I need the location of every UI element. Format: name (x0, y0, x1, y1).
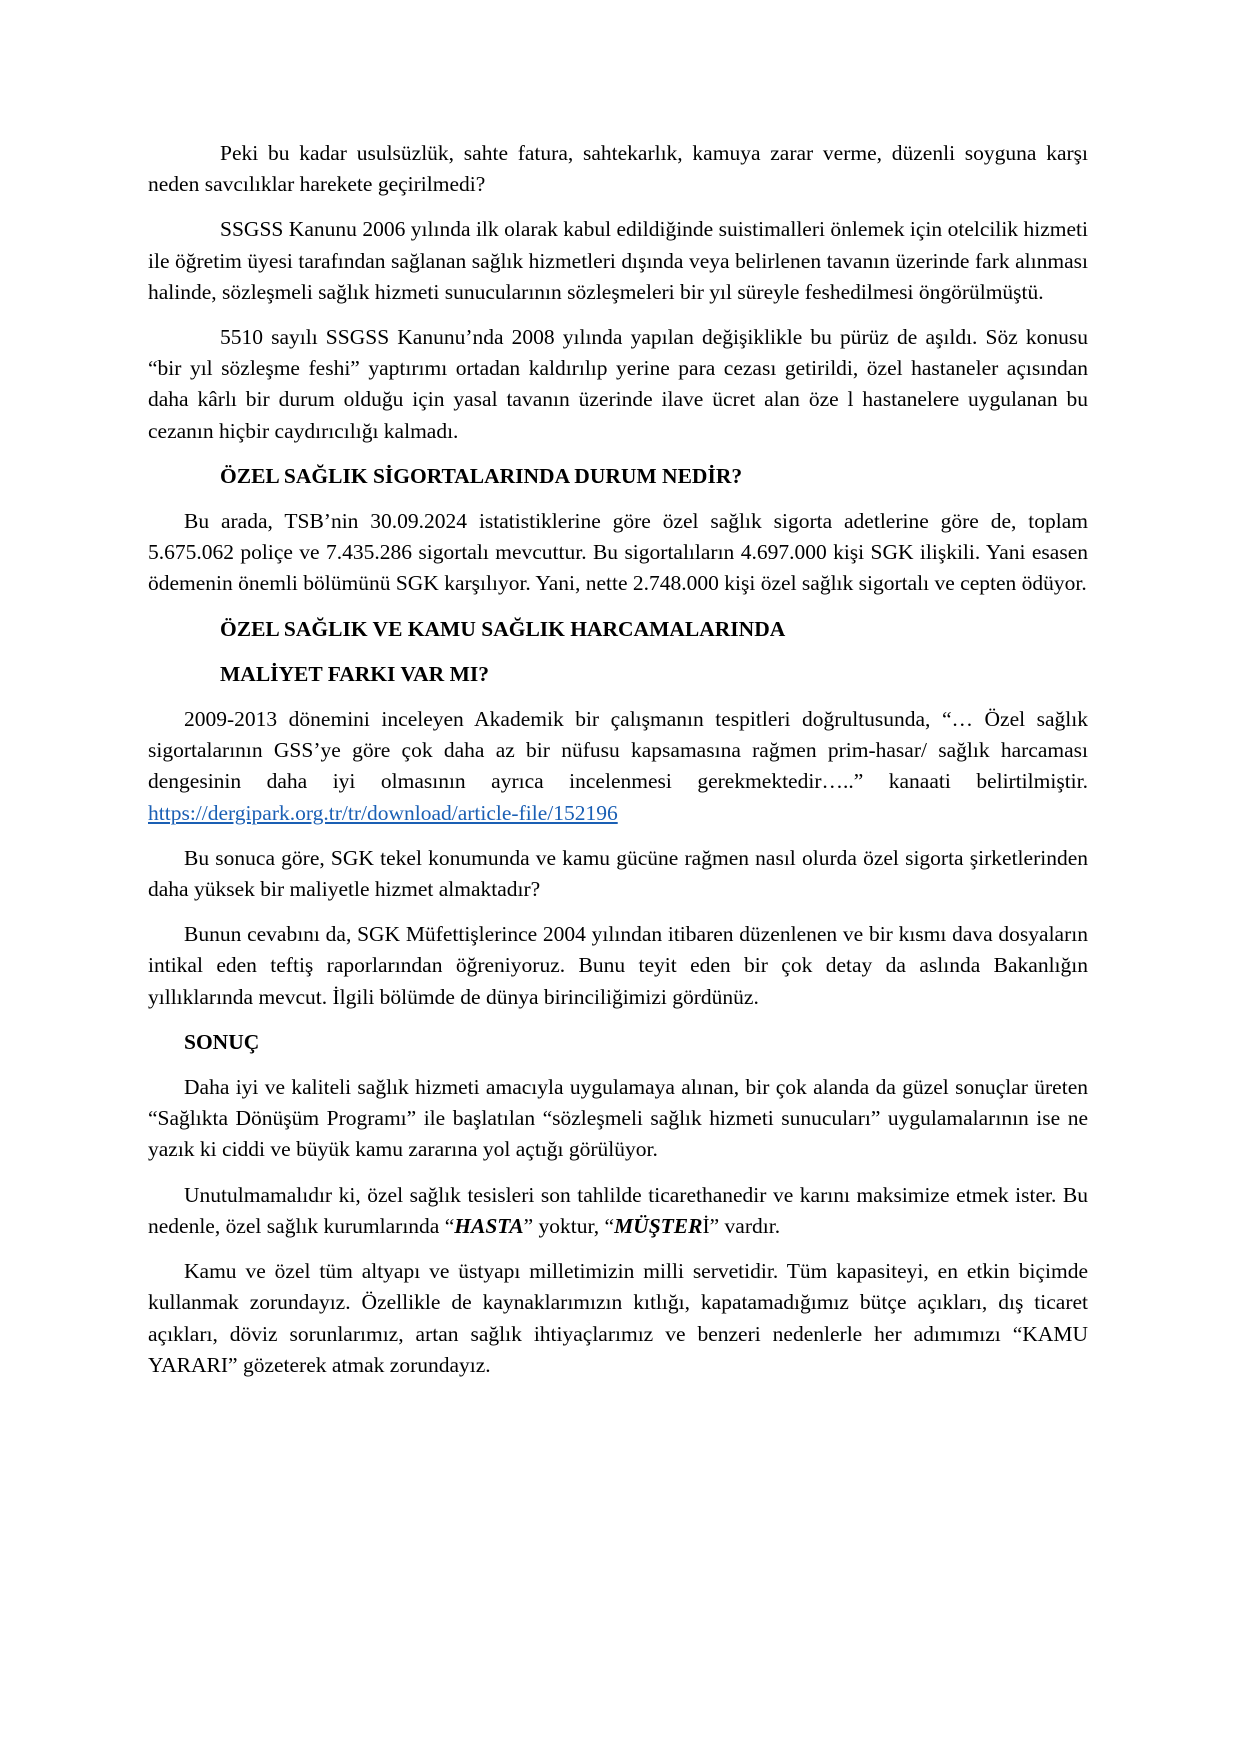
paragraph-tsb-statistics: Bu arada, TSB’nin 30.09.2024 istatistiklerine göre özel sağlık sigorta adetlerine göre de, toplam 5.675.062 poliçe ve 7.435.286 sigortalı mevcuttur. Bu sigortalıların 4.697.000 kişi SGK ilişkili. Yani esasen ödemenin önemli bölümünü SGK karşılıyor. Yani, nette 2.748.000 kişi özel sağlık sigortalı ve cepten ödüyor. (148, 509, 1088, 596)
paragraph-ssgss-2006: SSGSS Kanunu 2006 yılında ilk olarak kabul edildiğinde suistimalleri önlemek için otelcilik hizmeti ile öğretim üyesi tarafından sağlanan sağlık hizmetleri dışında veya belirlenen tavanın üzerinde fark alınması halinde, sözleşmeli sağlık hizmeti sunucularının sözleşmeleri bir yıl süreyle feshedilmesi öngörülmüştü. (148, 217, 1088, 304)
emphasis-musteri: MÜŞTER (614, 1213, 703, 1238)
heading-sonuc: SONUÇ (184, 1029, 260, 1054)
paragraph-kamu-yarari: Kamu ve özel tüm altyapı ve üstyapı milletimizin milli servetidir. Tüm kapasiteyi, en etkin biçimde kullanmak zorundayız. Özellikle de kaynaklarımızın kıtlığı, kapatamadığımız bütçe açıkları, dış ticaret açıkları, döviz sorunlarımız, artan sağlık ihtiyaçlarımız ve benzeri nedenlerle her adımımızı “KAMU YARARI” gözeterek atmak zorundayız. (148, 1259, 1088, 1377)
heading-maliyet-farki-line2: MALİYET FARKI VAR MI? (220, 661, 489, 686)
heading-maliyet-farki-line1: ÖZEL SAĞLIK VE KAMU SAĞLIK HARCAMALARINDA (220, 616, 786, 641)
paragraph-hasta-text-b: ” yoktur, “ (523, 1213, 615, 1238)
paragraph-saglikta-donusum: Daha iyi ve kaliteli sağlık hizmeti amacıyla uygulamaya alınan, bir çok alanda da güzel sonuçlar üreten “Sağlıkta Dönüşüm Programı” ile başlatılan “sözleşmeli sağlık hizmeti sunucuları” uygulamalarının ise ne yazık ki ciddi ve büyük kamu zararına yol açtığı görülüyor. (148, 1075, 1088, 1162)
paragraph-savcilik-question: Peki bu kadar usulsüzlük, sahte fatura, sahtekarlık, kamuya zarar verme, düzenli soyguna karşı neden savcılıklar harekete geçirilmedi? (148, 141, 1088, 197)
paragraph-hasta-text-a: Unutulmamalıdır ki, özel sağlık tesisleri son tahlilde ticarethanedir ve karını maksimize etmek ister. Bu nedenle, özel sağlık kurumlarında “ (148, 1182, 1088, 1238)
paragraph-sgk-tekel: Bu sonuca göre, SGK tekel konumunda ve kamu gücüne rağmen nasıl olurda özel sigorta şirketlerinden daha yüksek bir maliyetle hizmet almaktadır? (148, 845, 1088, 902)
paragraph-ssgss-2008: 5510 sayılı SSGSS Kanunu’nda 2008 yılında yapılan değişiklikle bu pürüz de aşıldı. Söz konusu “bir yıl sözleşme feshi” yaptırımı ortadan kaldırılıp yerine para cezası getirildi, özel hastaneler açısından daha kârlı bir durum olduğu için yasal tavanın üzerinde ilave ücret alan öze l hastanelere uygulanan bu cezanın hiçbir caydırıcılığı kalmadı. (148, 325, 1088, 443)
emphasis-hasta: HASTA (454, 1213, 524, 1238)
paragraph-akademik-calisma (148, 704, 1088, 829)
heading-ozel-saglik-sigortalari: ÖZEL SAĞLIK SİGORTALARINDA DURUM NEDİR? (220, 463, 743, 488)
paragraph-hasta-text-c: İ” vardır. (702, 1213, 781, 1238)
document-page (148, 138, 1088, 1381)
paragraph-akademik-text: 2009-2013 dönemini inceleyen Akademik bir çalışmanın tespitleri doğrultusunda, “… Özel sağlık sigortalarının GSS’ye göre çok daha az bir nüfusu kapsamasına rağmen prim-hasar/ sağlık harcaması dengesinin daha iyi olmasının ayrıca incelenmesi gerekmektedir…..” kanaati belirtilmiştir. (148, 707, 1088, 794)
dergipark-link[interactable]: https://dergipark.org.tr/tr/download/article-file/152196 (148, 800, 618, 825)
paragraph-hasta-musteri (148, 1180, 1088, 1242)
paragraph-mufettis-raporlari: Bunun cevabını da, SGK Müfettişlerince 2004 yılından itibaren düzenlenen ve bir kısmı dava dosyaların intikal eden teftiş raporlarından öğreniyoruz. Bunu teyit eden bir çok detay da aslında Bakanlığın yıllıklarında mevcut. İlgili bölümde de dünya birinciliğimizi gördünüz. (148, 922, 1088, 1009)
